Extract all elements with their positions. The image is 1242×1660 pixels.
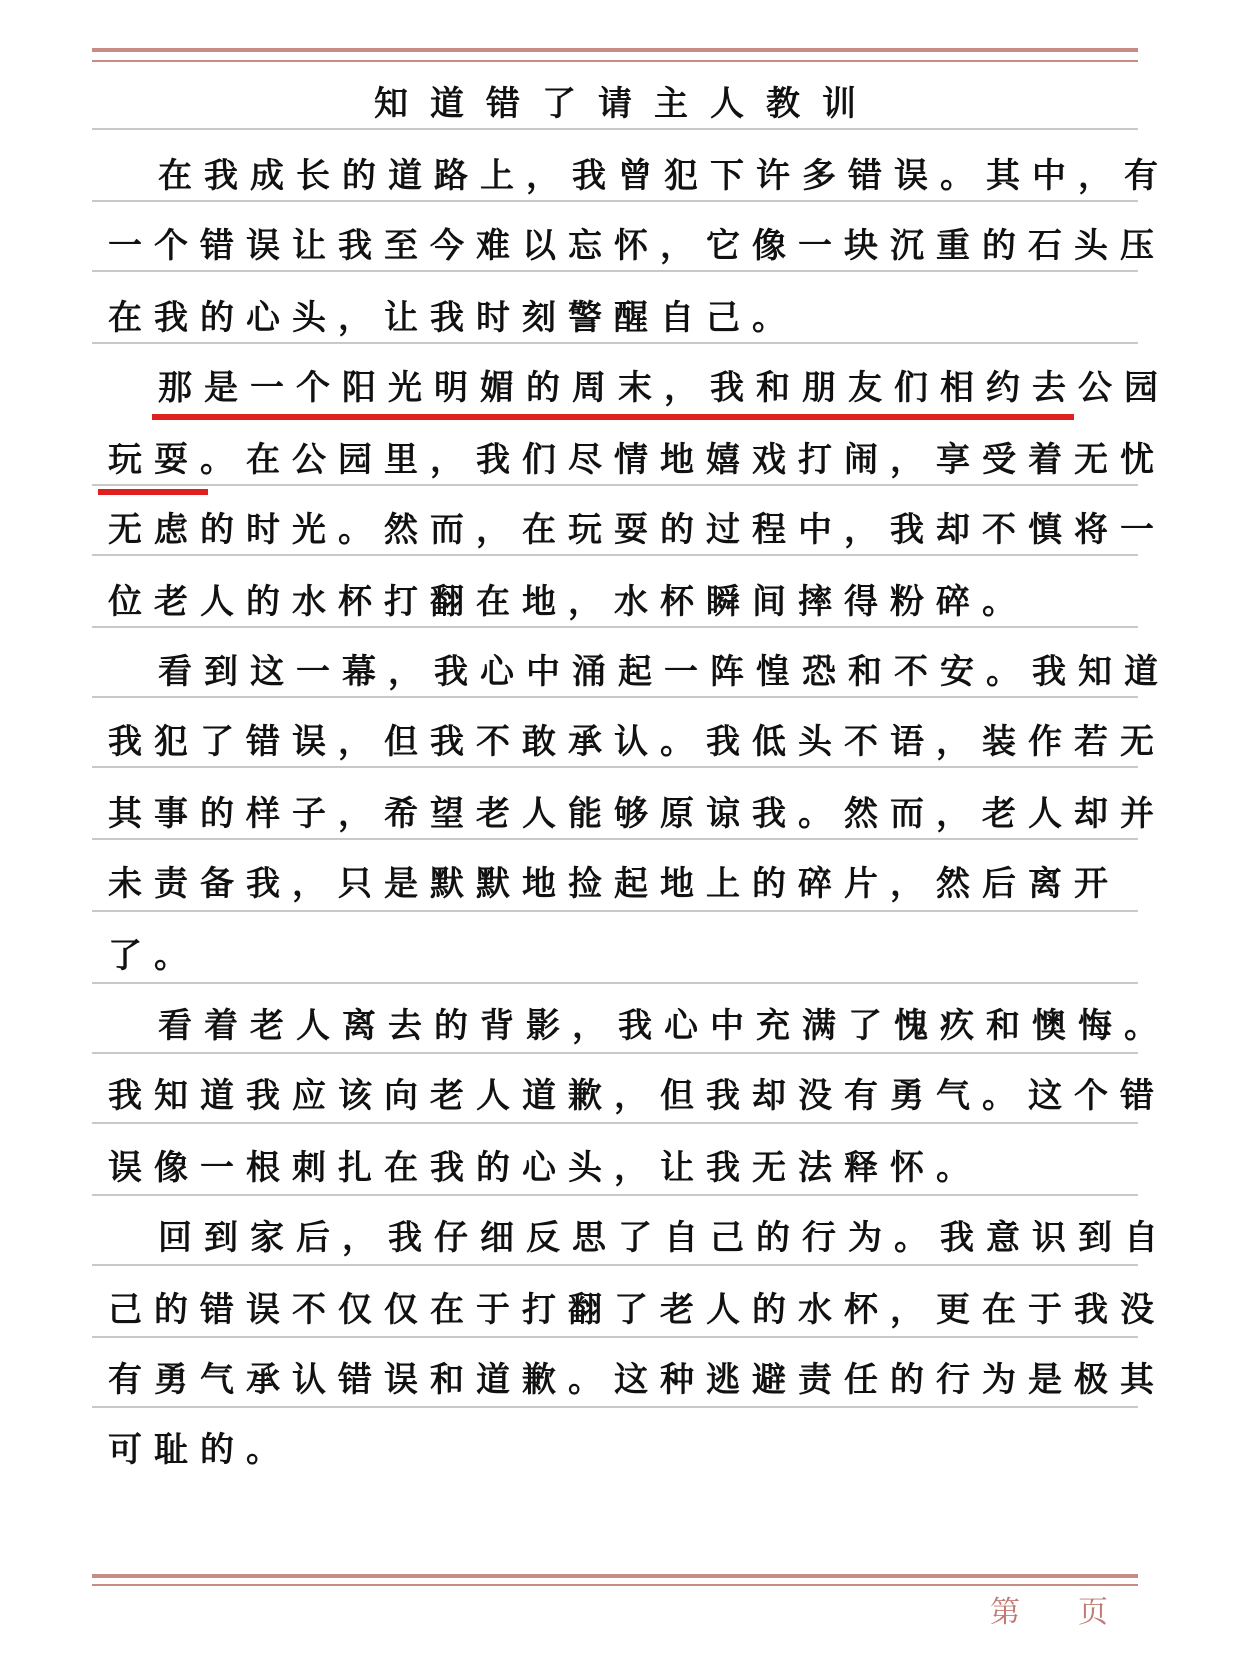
ruled-line — [92, 554, 1138, 556]
text-line: 我犯了错误，但我不敢承认。我低头不语，装作若无 — [108, 722, 1166, 762]
ruled-line — [92, 626, 1138, 628]
text-line: 在我成长的道路上，我曾犯下许多错误。其中，有 — [158, 156, 1170, 196]
essay-title: 知道错了请主人教训 — [374, 84, 878, 124]
ruled-line — [92, 128, 1138, 130]
ruled-line — [92, 1406, 1138, 1408]
ruled-line — [92, 766, 1138, 768]
text-line: 己的错误不仅仅在于打翻了老人的水杯，更在于我没 — [108, 1290, 1166, 1330]
page-label-ye: 页 — [1078, 1595, 1108, 1630]
red-underline — [152, 414, 1074, 420]
text-line: 一个错误让我至今难以忘怀，它像一块沉重的石头压 — [108, 226, 1166, 266]
text-line: 有勇气承认错误和道歉。这种逃避责任的行为是极其 — [108, 1360, 1166, 1400]
text-line: 其事的样子，希望老人能够原谅我。然而，老人却并 — [108, 794, 1166, 834]
text-line: 玩耍。在公园里，我们尽情地嬉戏打闹，享受着无忧 — [108, 440, 1166, 480]
ruled-line — [92, 484, 1138, 486]
red-underline — [98, 489, 208, 495]
text-line: 误像一根刺扎在我的心头，让我无法释怀。 — [108, 1148, 982, 1188]
top-border-thin — [92, 60, 1138, 62]
ruled-line — [92, 1336, 1138, 1338]
bottom-border-thin — [92, 1584, 1138, 1586]
text-line: 位老人的水杯打翻在地，水杯瞬间摔得粉碎。 — [108, 582, 1028, 622]
ruled-line — [92, 1264, 1138, 1266]
ruled-line — [92, 1122, 1138, 1124]
page-label-di: 第 — [990, 1595, 1020, 1630]
ruled-line — [92, 982, 1138, 984]
ruled-line — [92, 1194, 1138, 1196]
ruled-line — [92, 696, 1138, 698]
text-line: 那是一个阳光明媚的周末，我和朋友们相约去公园 — [158, 368, 1170, 408]
ruled-line — [92, 270, 1138, 272]
ruled-line — [92, 342, 1138, 344]
ruled-line — [92, 1052, 1138, 1054]
bottom-border-thick — [92, 1574, 1138, 1578]
text-line: 在我的心头，让我时刻警醒自己。 — [108, 298, 798, 338]
text-line: 无虑的时光。然而，在玩耍的过程中，我却不慎将一 — [108, 510, 1166, 550]
ruled-line — [92, 200, 1138, 202]
text-line: 我知道我应该向老人道歉，但我却没有勇气。这个错 — [108, 1076, 1166, 1116]
ruled-line — [92, 910, 1138, 912]
top-border-thick — [92, 48, 1138, 52]
text-line: 了。 — [108, 936, 200, 976]
text-line: 回到家后，我仔细反思了自己的行为。我意识到自 — [158, 1218, 1170, 1258]
text-line: 看着老人离去的背影，我心中充满了愧疚和懊悔。 — [158, 1006, 1170, 1046]
text-line: 可耻的。 — [108, 1430, 292, 1470]
ruled-line — [92, 838, 1138, 840]
text-line: 未责备我，只是默默地捡起地上的碎片，然后离开 — [108, 864, 1120, 904]
text-line: 看到这一幕，我心中涌起一阵惶恐和不安。我知道 — [158, 652, 1170, 692]
